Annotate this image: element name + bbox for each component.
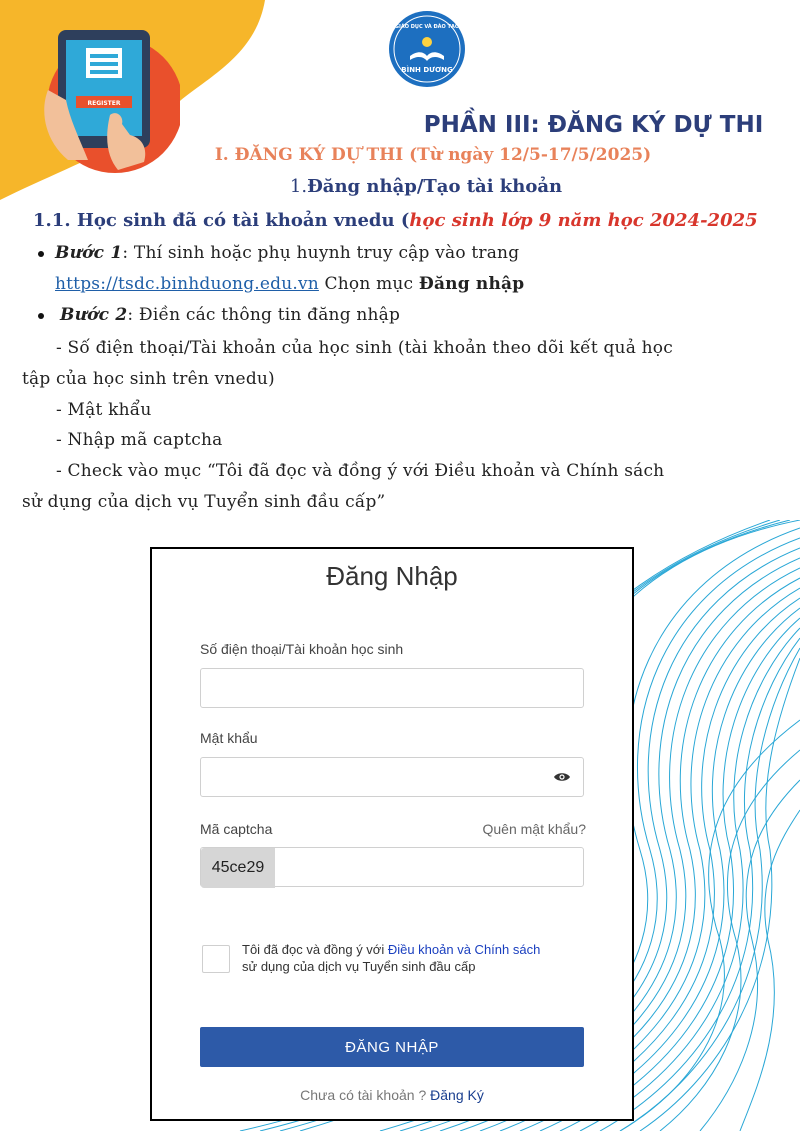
step2-label: Bước 2 xyxy=(60,305,128,325)
section-heading-text: 1.1. Học sinh đã có tài khoản vnedu ( xyxy=(33,210,410,231)
step2-item: - Mật khẩu xyxy=(56,400,152,420)
register-prompt xyxy=(152,1087,632,1103)
login-button[interactable]: ĐĂNG NHẬP xyxy=(200,1027,584,1067)
logo-bottom-text: BÌNH DƯƠNG xyxy=(401,66,453,74)
captcha-input[interactable] xyxy=(200,847,584,887)
password-label: Mật khẩu xyxy=(200,730,258,746)
subsection-title xyxy=(0,176,800,197)
step2-item-cont: sử dụng của dịch vụ Tuyển sinh đầu cấp” xyxy=(22,492,386,512)
agree-text-part1: Tôi đã đọc và đồng ý với xyxy=(242,942,388,957)
step2-text: : Điền các thông tin đăng nhập xyxy=(127,305,401,325)
step1-line2 xyxy=(55,274,524,294)
step2-item-cont: tập của học sinh trên vnedu) xyxy=(22,369,275,389)
register-link[interactable]: Đăng Ký xyxy=(430,1087,484,1103)
register-illustration-label: REGISTER xyxy=(87,100,121,107)
login-title: Đăng Nhập xyxy=(326,561,458,591)
bullet-icon xyxy=(38,251,44,257)
section-subtitle: I. ĐĂNG KÝ DỰ THI (Từ ngày 12/5-17/5/2025) xyxy=(214,145,652,165)
terms-link[interactable]: Điều khoản và Chính sách xyxy=(387,942,541,957)
captcha-label: Mã captcha xyxy=(200,821,273,837)
account-label: Số điện thoại/Tài khoản học sinh xyxy=(200,641,404,657)
agree-checkbox[interactable] xyxy=(202,945,230,973)
password-input[interactable] xyxy=(200,757,584,797)
step2-item: - Nhập mã captcha xyxy=(56,430,223,450)
section-heading xyxy=(33,210,758,231)
agree-text-part2: sử dụng của dịch vụ Tuyển sinh đầu cấp xyxy=(242,959,476,974)
registration-site-link[interactable]: https://tsdc.binhduong.edu.vn xyxy=(55,274,319,294)
step1-label: Bước 1 xyxy=(55,243,123,263)
step1-line xyxy=(55,243,519,263)
step1-text: : Thí sinh hoặc phụ huynh truy cập vào trang xyxy=(122,243,520,263)
department-logo xyxy=(388,10,466,88)
step2-line xyxy=(60,305,400,325)
bullet-icon xyxy=(38,313,44,319)
eye-icon[interactable] xyxy=(553,771,571,783)
no-account-text: Chưa có tài khoản ? xyxy=(300,1087,431,1103)
agree-text xyxy=(242,941,602,975)
logo-top-text: GIÁO DỤC VÀ ĐÀO TẠO xyxy=(394,24,460,30)
step2-item: - Check vào mục “Tôi đã đọc và đồng ý với Điều khoản và Chính sách xyxy=(56,461,665,481)
subsection-text: Đăng nhập/Tạo tài khoản xyxy=(307,176,563,197)
page-title: PHẦN III: ĐĂNG KÝ DỰ THI xyxy=(423,112,764,138)
step1-text2: Chọn mục xyxy=(318,274,419,294)
step1-bold: Đăng nhập xyxy=(418,274,525,294)
section-heading-highlight: học sinh lớp 9 năm học 2024-2025 xyxy=(409,210,758,231)
captcha-image: 45ce29 xyxy=(201,848,275,888)
subsection-number: 1. xyxy=(289,176,308,197)
account-input[interactable] xyxy=(200,668,584,708)
login-form-screenshot xyxy=(150,547,634,1121)
forgot-password-link[interactable]: Quên mật khẩu? xyxy=(482,821,586,837)
step2-item: - Số điện thoại/Tài khoản của học sinh (tài khoản theo dõi kết quả học xyxy=(56,338,673,358)
